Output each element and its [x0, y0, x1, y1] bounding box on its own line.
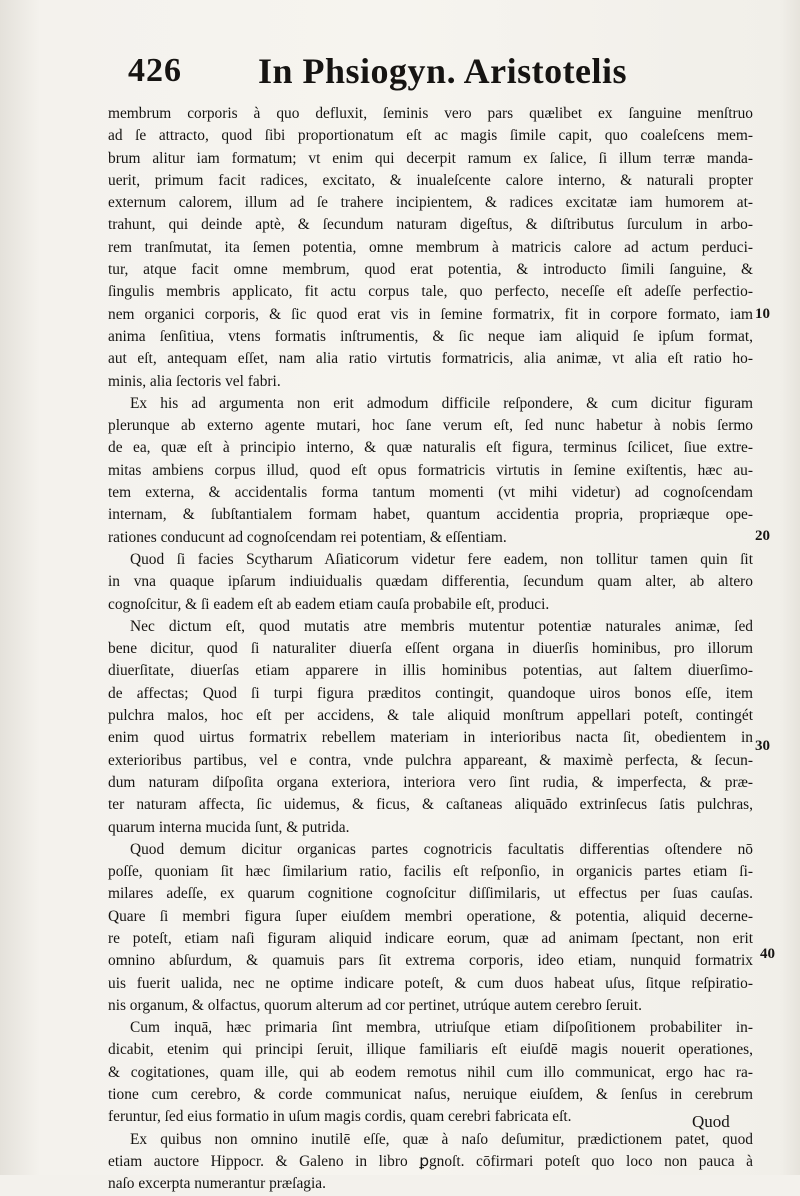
- page-number: 426: [128, 52, 182, 89]
- text-line: nem organici corporis, & ſic quod erat vis in ſemine formatrix, fit in corpore formato, iam: [108, 305, 753, 323]
- margin-line-number: 40: [760, 946, 775, 962]
- text-line: & cogitationes, quam ille, qui ab eodem remotus nihil cum illo communicat, ergo hac ra-: [108, 1063, 753, 1081]
- page-header: [120, 50, 680, 100]
- paragraph: [108, 393, 753, 549]
- text-line: etiam auctore Hippocr. & Galeno in libro ꝑgnoſt. cōfirmari poteſt quo loco non pauca à: [108, 1152, 753, 1170]
- paragraph: [108, 839, 753, 1017]
- text-line: Ex his ad argumenta non erit admodum difficile reſpondere, & cum dicitur figuram: [130, 394, 753, 412]
- text-line: bene dicitur, quod ſi naturaliter diuerſa eſſent organa in diuerſis hominibus, pro illorum: [108, 640, 753, 658]
- text-line: minis, alia ſectoris vel fabri.: [108, 372, 281, 390]
- text-line: mitas ambiens corpus illud, quod eſt opus formatricis virtutis in ſemine exiſtentis, hæc au-: [108, 461, 753, 479]
- text-line: pulchra malos, hoc eſt per accidens, & tale aliquid monſtrum appellari poteſt, contingét: [108, 707, 753, 725]
- paragraph: [108, 103, 753, 393]
- text-line: poſſe, quoniam ſit hæc ſimilarium ratio, facilis eſt reſponſio, in organicis partes etiam ſi-: [108, 863, 753, 881]
- text-line: Quod demum dicitur organicas partes cognotricis facultatis differentias oſtendere nō: [130, 840, 753, 858]
- text-line: uerit, primum facit radices, excitato, & inualeſcente calore interno, & naturali propter: [108, 171, 753, 189]
- text-line: nis organum, & olfactus, quorum alterum ad cor pertinet, utrúque autem cerebro ſeruit.: [108, 996, 642, 1014]
- text-line: in vna quaque ipſarum indiuidualis quædam differentia, ſecundum quam alter, ab altero: [108, 573, 753, 591]
- text-line: milares adeſſe, ex quarum cognitione cognoſcitur diſſimilaris, ut effectus per ſuas cauſas.: [108, 885, 753, 903]
- paragraph: [108, 549, 753, 616]
- text-line: diuerſitate, diuerſas etiam apparere in illis hominibus potentias, aut ſaltem diuerſimo-: [108, 662, 753, 680]
- text-line: uis fuerit ualida, nec ne optime indicare poteſt, & cum duos habeat uſus, ſitque reſpiratio-: [108, 974, 753, 992]
- text-line: quarum interna mucida ſunt, & putrida.: [108, 818, 350, 836]
- text-line: ter naturam affecta, ſic uidemus, & ficus, & caſtaneas aliquādo extrinſecus ſatis pulchras,: [108, 796, 753, 814]
- text-line: rem tranſmutat, ita ſemen potentia, omne membrum à matricis calore ad actum perduci-: [108, 238, 753, 256]
- text-line: Ex quibus non omnino inutilē eſſe, quæ à naſo deſumitur, prædictionem patet, quod: [130, 1130, 753, 1148]
- text-line: feruntur, ſed eius formatio in uſum magis cordis, quam cerebri fabricata eſt.: [108, 1108, 572, 1126]
- text-line: tem externa, & accidentalis forma tantum momenti (vt mihi videtur) ad cognoſcendam: [108, 484, 753, 502]
- paragraph: [108, 1129, 753, 1196]
- paragraph: [108, 616, 753, 839]
- paragraph: [108, 1017, 753, 1128]
- text-line: omnino abſurdum, & quamuis pars ſit extrema corporis, ideo etiam, nunquid formatrix: [108, 952, 753, 970]
- text-line: naſo excerpta numerantur præſagia.: [108, 1175, 326, 1193]
- text-line: de ea, quæ eſt à principio interno, & quæ naturalis eſt figura, terminus ſcilicet, ſiue extre-: [108, 439, 753, 457]
- margin-line-number: 10: [755, 306, 770, 322]
- text-line: de affectas; Quod ſi turpi figura præditos contingit, quandoque uiros bonos eſſe, item: [108, 684, 753, 702]
- text-line: externum calorem, illum ad ſe trahere incipientem, & radices excitatæ iam humorem at-: [108, 194, 753, 212]
- text-line: Quare ſi membri figura ſuper eiuſdem membri operatione, & potentia, aliquid decerne-: [108, 907, 753, 925]
- running-title: In Phsiogyn. Aristotelis: [258, 51, 628, 91]
- text-line: Nec dictum eſt, quod mutatis atre membris mutentur potentiæ naturales animæ, ſed: [130, 617, 753, 635]
- margin-line-number: 20: [755, 528, 770, 544]
- text-line: exterioribus partibus, vel e contra, vnde pulchra appareant, & maximè perfecta, & ſecun-: [108, 751, 753, 769]
- text-line: rationes conducunt ad cognoſcendam rei potentiam, & eſſentiam.: [108, 528, 507, 546]
- text-body: [108, 103, 753, 1196]
- margin-line-number: 30: [755, 738, 770, 754]
- text-line: cognoſcitur, & ſi eadem eſt ab eadem etiam cauſa probabile eſt, produci.: [108, 595, 550, 613]
- text-line: brum alitur iam formatum; vt enim qui decerpit ramum ex ſalice, ſi illum terræ manda-: [108, 149, 753, 167]
- text-line: dicabit, etenim qui principi ſeruit, illique familiaris eſt eiuſdē magis nouerit operationes,: [108, 1041, 753, 1059]
- text-line: enim quod uirtus formatrix rebellem materiam in interioribus nacta ſit, obedientem in: [108, 729, 753, 747]
- text-line: tur, atque facit omne membrum, quod erat potentia, & introducto ſimili ſanguine, &: [108, 261, 753, 279]
- text-line: trahunt, qui deinde aptè, & ſecundum naturam digeſtus, & diſtributus ſurculum in arbo-: [108, 216, 753, 234]
- text-line: aut eſt, antequam eſſet, nam alia ratio virtutis formatricis, alia animæ, vt alia eſt ratio ho-: [108, 350, 753, 368]
- text-line: membrum corporis à quo defluxit, ſeminis vero pars quælibet ex ſanguine menſtruo: [108, 105, 753, 122]
- text-line: ſingulis membris applicato, fit actu corpus tale, quo perfecto, neceſſe eſt adeſſe perfectio-: [108, 283, 753, 301]
- text-line: Quod ſi facies Scytharum Aſiaticorum videtur fere eadem, non tollitur tamen quin ſit: [130, 550, 753, 568]
- text-line: dum naturam diſpoſita organa exteriora, interiora vero ſint rudia, & imperfecta, & præ-: [108, 773, 753, 791]
- text-line: tione cum cerebro, & corde communicat naſus, neruique eiuſdem, & ſenſus in cerebrum: [108, 1086, 753, 1104]
- text-line: internam, & ſubſtantialem formam habet, quantum accidentia propria, propriæque ope-: [108, 506, 753, 524]
- text-line: anima ſenſitiua, vtens formatis inſtrumentis, & ſic neque iam aliquid ſe ipſum format,: [108, 327, 753, 345]
- text-line: ad ſe attracto, quod ſibi proportionatum eſt ac magis ſimile capit, quo coaleſcens mem-: [108, 127, 753, 145]
- catchword: Quod: [692, 1112, 730, 1131]
- text-line: Cum inquā, hæc primaria ſint membra, utriuſque etiam diſpoſitionem probabiliter in-: [130, 1019, 753, 1037]
- text-line: re poteſt, etiam naſi figuram aliquid indicare eorum, quæ ad animam ſpectant, non erit: [108, 929, 753, 947]
- text-line: plerunque ab externo agente mutari, hoc ſane verum eſt, ſed nunc habetur à nobis ſermo: [108, 417, 753, 435]
